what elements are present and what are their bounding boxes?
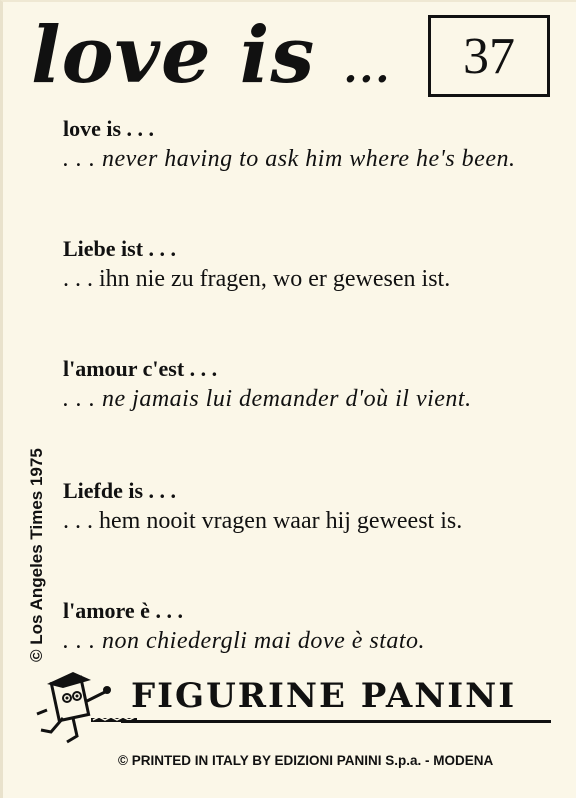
entry-label: l'amour c'est . . . bbox=[63, 356, 218, 381]
entry-text: . . . non chiedergli mai dove è stato. bbox=[63, 628, 426, 654]
entry-text: . . . ihn nie zu fragen, wo er gewesen ist. bbox=[63, 266, 451, 292]
entry-label: love is . . . bbox=[63, 116, 155, 141]
sticker-number: 37 bbox=[463, 27, 515, 85]
title-text: love is bbox=[31, 10, 316, 101]
entry-text: . . . ne jamais lui demander d'où il vient. bbox=[63, 386, 472, 412]
entry-label: Liefde is . . . bbox=[63, 478, 177, 503]
title-dots: ... bbox=[343, 45, 392, 92]
sticker-number-box bbox=[428, 15, 550, 97]
love-is-title bbox=[31, 6, 391, 119]
copyright-vertical: © Los Angeles Times 1975 bbox=[27, 448, 46, 662]
entry-english bbox=[63, 114, 553, 174]
entry-german bbox=[63, 234, 553, 294]
brand-name: FIGURINE PANINI bbox=[131, 676, 517, 716]
entry-label: Liebe ist . . . bbox=[63, 236, 177, 261]
panini-mascot-icon bbox=[33, 666, 143, 748]
entry-label: l'amore è . . . bbox=[63, 598, 183, 623]
entry-italian bbox=[63, 596, 553, 656]
entry-french bbox=[63, 354, 553, 414]
entry-text: . . . never having to ask him where he's been. bbox=[63, 146, 516, 172]
printed-notice: © PRINTED IN ITALY BY EDIZIONI PANINI S.p.a. - MODENA bbox=[118, 753, 494, 768]
entry-dutch bbox=[63, 476, 553, 536]
entry-text: . . . hem nooit vragen waar hij geweest is. bbox=[63, 508, 463, 534]
brand-underline bbox=[121, 720, 551, 723]
